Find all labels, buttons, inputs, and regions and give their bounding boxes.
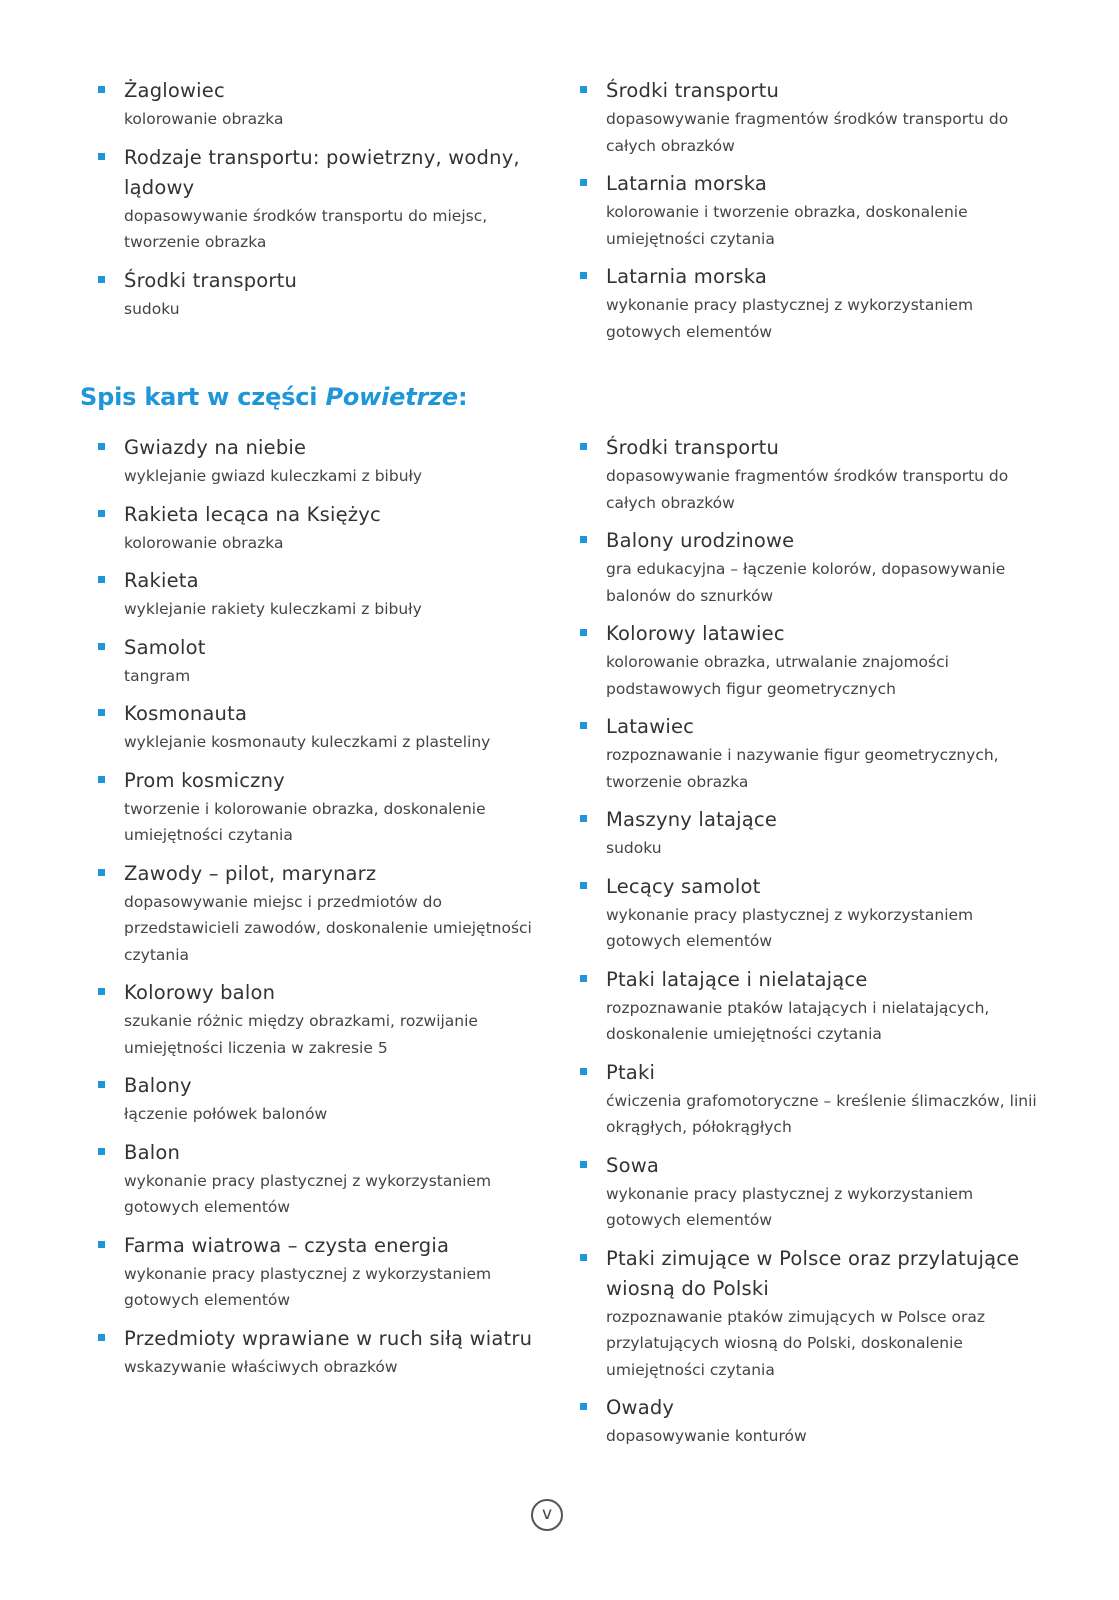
square-bullet-icon [580, 443, 587, 450]
item-title: Samolot [124, 635, 206, 659]
item-description: dopasowywanie fragmentów środków transportu do całych obrazków [606, 110, 1009, 155]
item-description: szukanie różnic między obrazkami, rozwijanie umiejętności liczenia w zakresie 5 [124, 1012, 478, 1057]
top-left-list [98, 76, 538, 332]
square-bullet-icon [580, 975, 587, 982]
item-description: rozpoznawanie ptaków zimujących w Polsce oraz przylatujących wiosną do Polski, doskonalenie umiejętności czytania [606, 1307, 986, 1379]
list-item [580, 526, 1050, 609]
list-item [580, 169, 1050, 252]
item-title: Owady [606, 1396, 675, 1419]
item-title: Ptaki zimujące w Polsce oraz przylatujące wiosną do Polski [606, 1246, 1020, 1300]
list-item [98, 433, 538, 490]
item-title: Środki transportu [606, 79, 780, 102]
item-title: Rakieta [124, 569, 199, 592]
square-bullet-icon [98, 1081, 105, 1088]
item-description: ćwiczenia grafomotoryczne – kreślenie ślimaczków, linii okrągłych, półokrągłych [606, 1091, 1037, 1136]
item-description: tangram [124, 666, 191, 685]
square-bullet-icon [580, 629, 587, 636]
item-description: wykonanie pracy plastycznej z wykorzystaniem gotowych elementów [606, 905, 974, 950]
list-item [580, 1058, 1050, 1141]
item-title: Sowa [606, 1153, 660, 1177]
list-item [98, 633, 538, 690]
item-title: Żaglowiec [124, 79, 225, 102]
item-description: rozpoznawanie ptaków latających i nielatających, doskonalenie umiejętności czytania [606, 998, 990, 1043]
list-item [98, 1231, 538, 1314]
list-item [98, 859, 538, 969]
list-item [580, 965, 1050, 1048]
list-item [580, 619, 1050, 702]
item-title: Zawody – pilot, marynarz [124, 861, 377, 885]
square-bullet-icon [98, 510, 105, 517]
item-description: tworzenie i kolorowanie obrazka, doskonalenie umiejętności czytania [124, 799, 486, 844]
item-title: Farma wiatrowa – czysta energia [124, 1233, 450, 1257]
section-heading [80, 383, 467, 411]
square-bullet-icon [98, 86, 105, 93]
item-description: wskazywanie właściwych obrazków [124, 1357, 398, 1376]
square-bullet-icon [98, 988, 105, 995]
list-item [98, 500, 538, 557]
list-item [580, 262, 1050, 345]
item-description: kolorowanie obrazka, utrwalanie znajomości podstawowych figur geometrycznych [606, 653, 949, 698]
list-item [580, 872, 1050, 955]
square-bullet-icon [580, 1254, 587, 1261]
item-title: Środki transportu [606, 436, 780, 459]
item-description: dopasowywanie konturów [606, 1427, 807, 1445]
square-bullet-icon [98, 709, 105, 716]
heading-suffix: : [457, 383, 468, 411]
item-title: Latarnia morska [606, 265, 768, 288]
list-item [98, 978, 538, 1061]
square-bullet-icon [98, 153, 105, 160]
item-description: sudoku [606, 839, 662, 857]
item-title: Kosmonauta [124, 702, 248, 725]
square-bullet-icon [580, 536, 587, 543]
item-description: wyklejanie rakiety kuleczkami z bibuły [124, 600, 422, 618]
list-item [580, 1393, 1050, 1450]
square-bullet-icon [98, 869, 105, 876]
square-bullet-icon [98, 276, 105, 283]
list-item [98, 766, 538, 849]
list-item [98, 266, 538, 323]
item-title: Rodzaje transportu: powietrzny, wodny, lądowy [124, 145, 520, 199]
item-title: Balony [124, 1074, 192, 1097]
item-description: wykonanie pracy plastycznej z wykorzystaniem gotowych elementów [606, 1184, 974, 1229]
item-description: wykonanie pracy plastycznej z wykorzystaniem gotowych elementów [606, 296, 974, 341]
item-title: Prom kosmiczny [124, 768, 285, 792]
square-bullet-icon [580, 179, 587, 186]
square-bullet-icon [580, 1068, 587, 1075]
item-description: wyklejanie gwiazd kuleczkami z bibuły [124, 467, 423, 485]
item-title: Rakieta lecąca na Księżyc [124, 502, 381, 526]
item-title: Gwiazdy na niebie [124, 436, 307, 459]
list-item [98, 699, 538, 756]
item-title: Balon [124, 1140, 181, 1164]
powietrze-left-list [98, 433, 538, 1390]
item-title: Maszyny latające [606, 808, 778, 831]
item-title: Środki transportu [124, 268, 298, 292]
item-title: Latarnia morska [606, 172, 768, 195]
square-bullet-icon [98, 1241, 105, 1248]
item-description: kolorowanie obrazka [124, 110, 284, 128]
square-bullet-icon [580, 1403, 587, 1410]
item-description: sudoku [124, 299, 180, 318]
item-description: wyklejanie kosmonauty kuleczkami z plasteliny [124, 733, 491, 751]
heading-prefix: Spis kart w części [80, 383, 326, 411]
item-description: łączenie połówek balonów [124, 1105, 328, 1123]
square-bullet-icon [98, 643, 105, 650]
list-item [98, 143, 538, 256]
item-title: Kolorowy balon [124, 981, 276, 1004]
item-description: rozpoznawanie i nazywanie figur geometrycznych, tworzenie obrazka [606, 746, 999, 791]
top-right-list [580, 76, 1050, 355]
item-description: wykonanie pracy plastycznej z wykorzystaniem gotowych elementów [124, 1264, 492, 1309]
square-bullet-icon [580, 882, 587, 889]
square-bullet-icon [98, 443, 105, 450]
square-bullet-icon [580, 722, 587, 729]
powietrze-right-list [580, 433, 1050, 1460]
list-item [580, 712, 1050, 795]
square-bullet-icon [98, 576, 105, 583]
square-bullet-icon [580, 1161, 587, 1168]
item-description: dopasowywanie środków transportu do miejsc, tworzenie obrazka [124, 206, 488, 251]
item-title: Latawiec [606, 715, 695, 738]
square-bullet-icon [580, 815, 587, 822]
list-item [98, 1071, 538, 1128]
list-item [580, 805, 1050, 862]
item-description: kolorowanie i tworzenie obrazka, doskonalenie umiejętności czytania [606, 203, 968, 248]
item-title: Przedmioty wprawiane w ruch siłą wiatru [124, 1326, 533, 1350]
item-title: Kolorowy latawiec [606, 622, 785, 645]
item-description: gra edukacyjna – łączenie kolorów, dopasowywanie balonów do sznurków [606, 560, 1006, 605]
item-title: Lecący samolot [606, 874, 761, 898]
page-number: v [531, 1499, 563, 1531]
list-item [98, 566, 538, 623]
square-bullet-icon [98, 1148, 105, 1155]
item-description: dopasowywanie fragmentów środków transportu do całych obrazków [606, 467, 1009, 512]
list-item [580, 433, 1050, 516]
list-item [580, 1151, 1050, 1234]
list-item [98, 1324, 538, 1381]
item-description: dopasowywanie miejsc i przedmiotów do przedstawicieli zawodów, doskonalenie umiejętności czytania [124, 892, 532, 964]
list-item [98, 76, 538, 133]
item-description: wykonanie pracy plastycznej z wykorzystaniem gotowych elementów [124, 1171, 492, 1216]
heading-emphasis: Powietrze [325, 383, 458, 411]
item-title: Ptaki [606, 1060, 656, 1084]
list-item [98, 1138, 538, 1221]
item-description: kolorowanie obrazka [124, 533, 284, 552]
item-title: Balony urodzinowe [606, 529, 795, 552]
square-bullet-icon [580, 86, 587, 93]
item-title: Ptaki latające i nielatające [606, 967, 868, 991]
list-item [580, 1244, 1050, 1384]
square-bullet-icon [98, 1334, 105, 1341]
list-item [580, 76, 1050, 159]
square-bullet-icon [98, 776, 105, 783]
square-bullet-icon [580, 272, 587, 279]
